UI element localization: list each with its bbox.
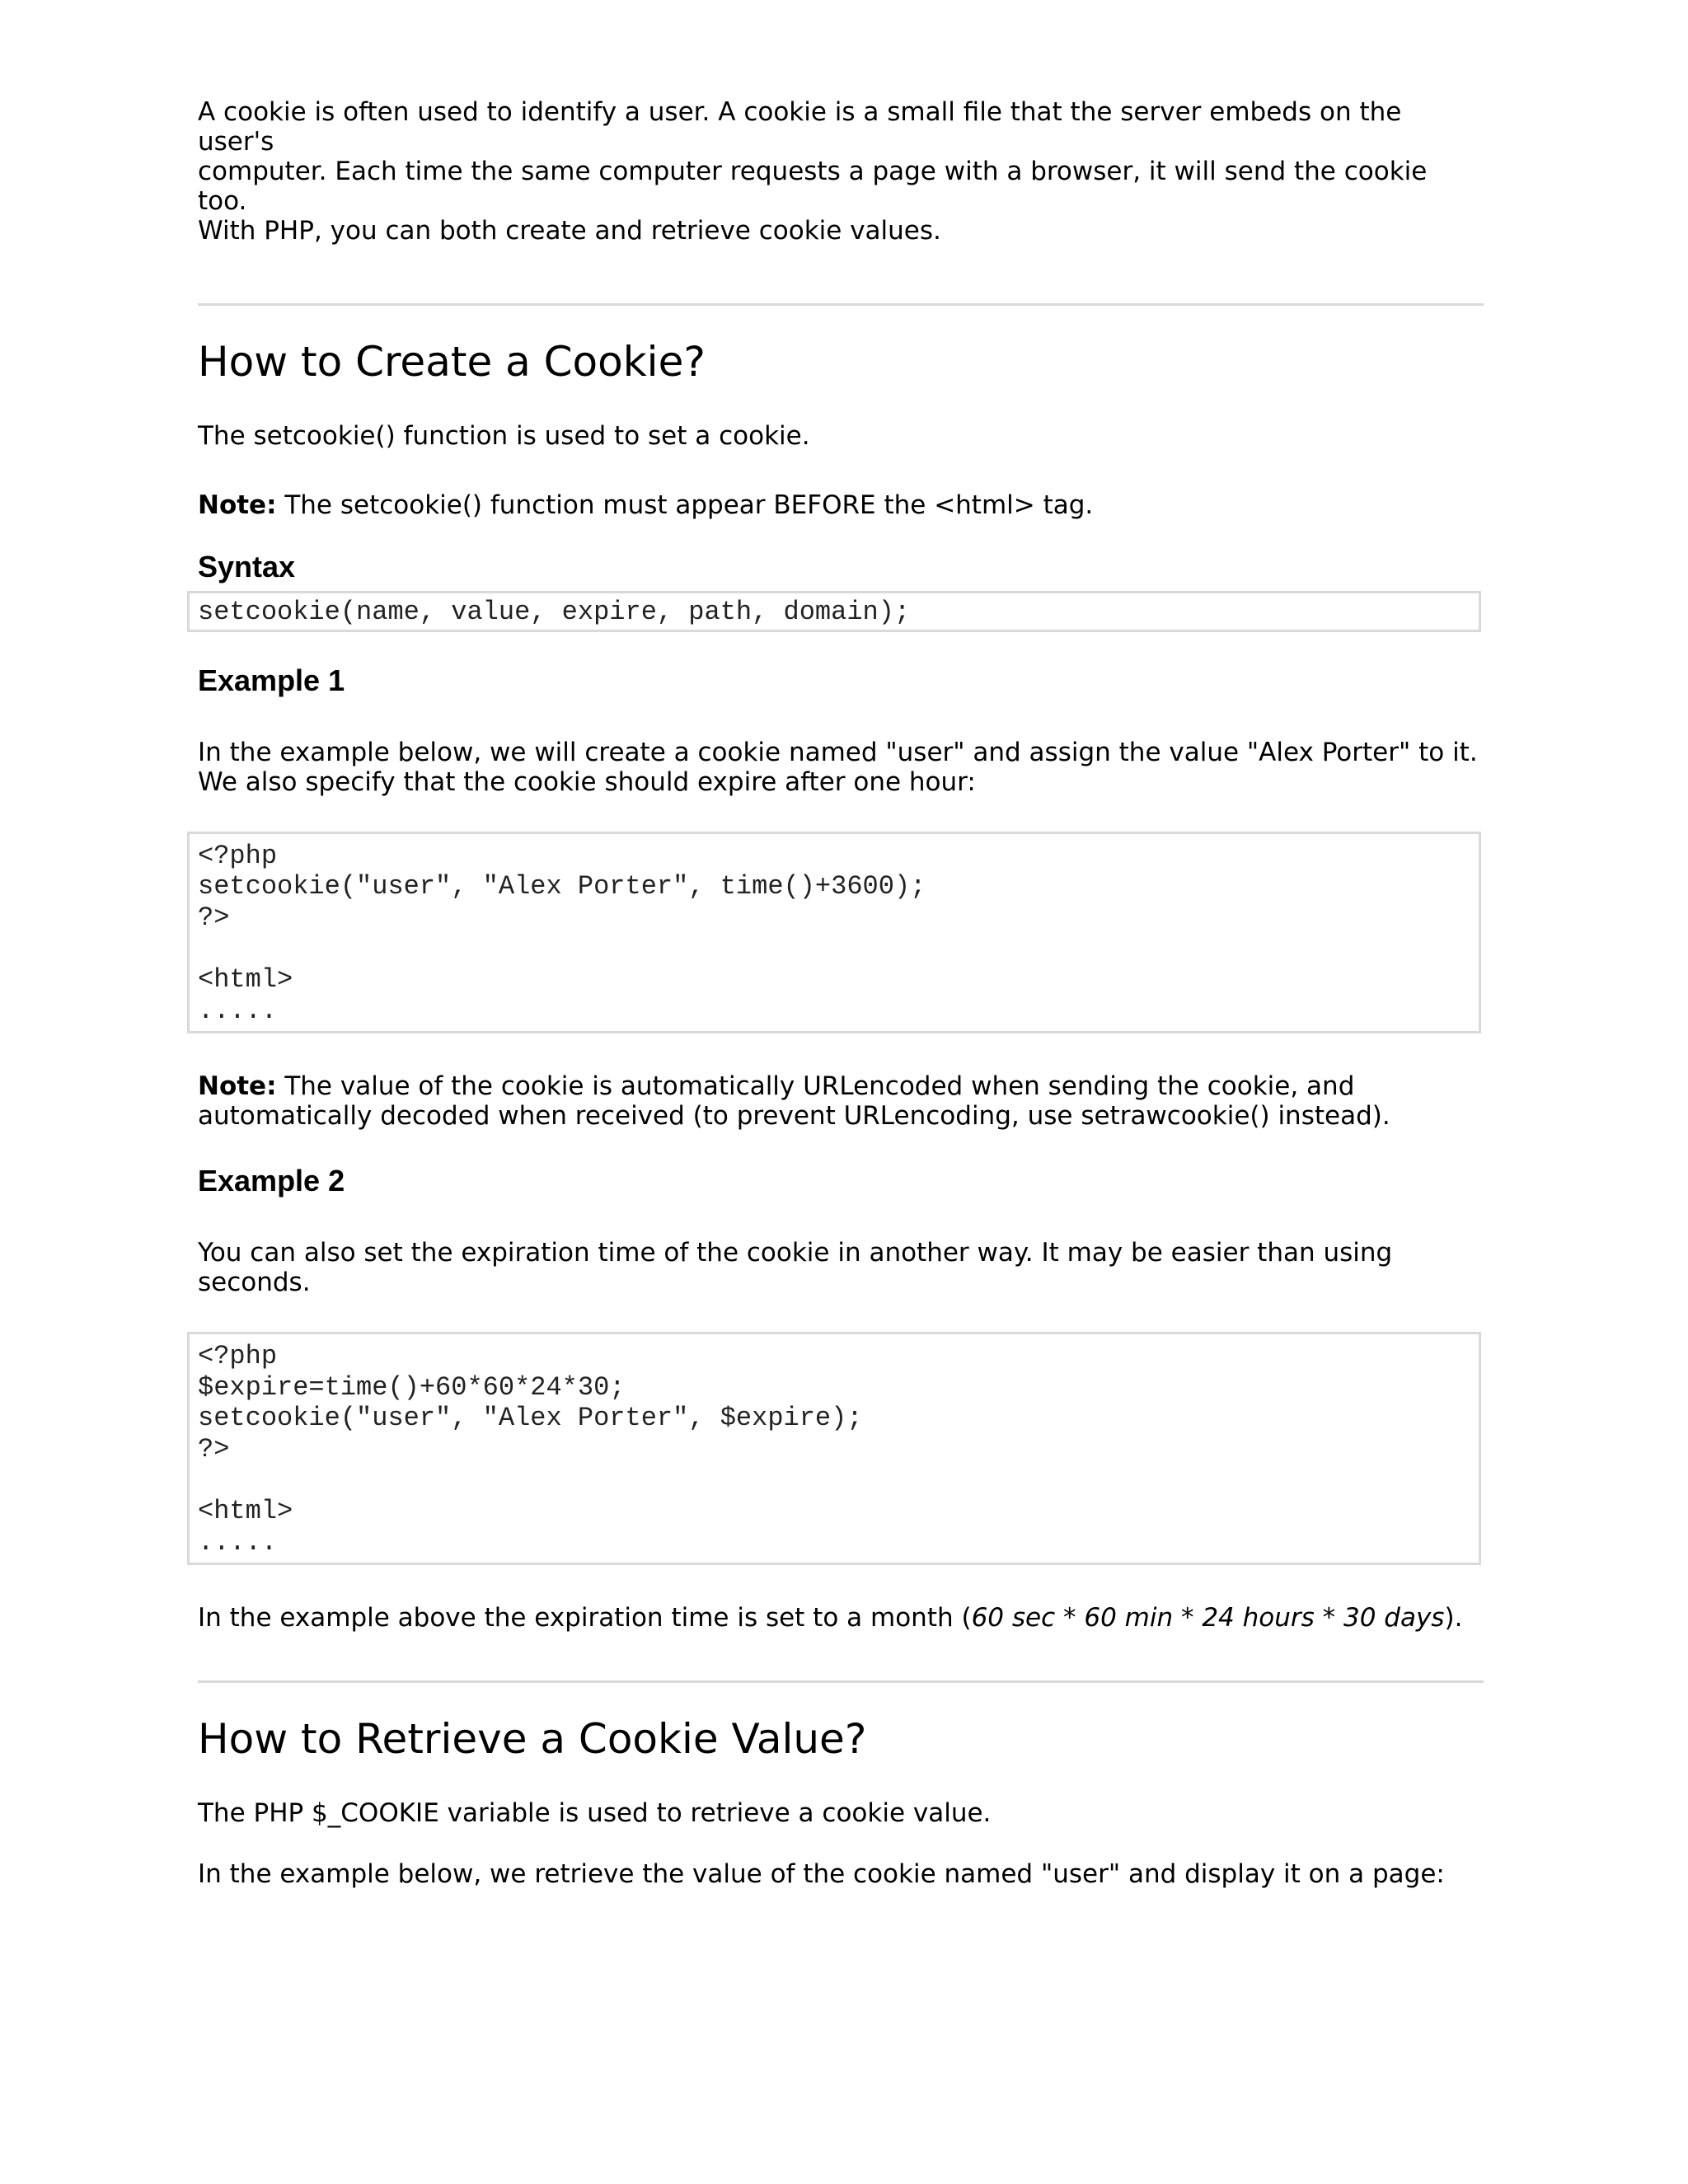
retrieve-description: The PHP $_COOKIE variable is used to retrieve a cookie value. xyxy=(198,1798,992,1829)
code-line: setcookie("user", "Alex Porter", time()+3600); xyxy=(198,871,926,902)
expiration-formula: 60 sec * 60 min * 24 hours * 30 days xyxy=(971,1603,1445,1633)
code-line: setcookie(name, value, expire, path, domain); xyxy=(198,597,911,627)
intro-line: computer. Each time the same computer requests a page with a browser, it will send the cookie too. xyxy=(198,157,1428,216)
example-1-heading: Example 1 xyxy=(198,663,345,697)
note-text: The value of the cookie is automatically URLencoded when sending the cookie, and xyxy=(276,1071,1355,1102)
code-line: ..... xyxy=(198,995,278,1026)
intro-line: With PHP, you can both create and retrieve cookie values. xyxy=(198,216,941,246)
example-2-desc-line: You can also set the expiration time of the cookie in another way. It may be easier than using xyxy=(198,1238,1393,1268)
example-2-heading: Example 2 xyxy=(198,1164,345,1198)
example-1-desc-line: We also specify that the cookie should expire after one hour: xyxy=(198,766,976,797)
example-2-code-block xyxy=(187,1332,1481,1565)
note-2-line: automatically decoded when received (to prevent URLencoding, use setrawcookie() instead). xyxy=(198,1101,1390,1132)
code-line: $expire=time()+60*60*24*30; xyxy=(198,1371,626,1403)
note-text: The setcookie() function must appear BEFORE the <html> tag. xyxy=(276,490,1094,520)
example-1-description xyxy=(198,738,1484,797)
retrieve-cookie-heading: How to Retrieve a Cookie Value? xyxy=(198,1715,867,1764)
note-2-line xyxy=(198,1071,1484,1101)
retrieve-example-intro: In the example below, we retrieve the value of the cookie named "user" and display it on a page: xyxy=(198,1859,1445,1890)
code-line: <?php xyxy=(198,1341,278,1372)
code-line xyxy=(198,1465,1470,1497)
code-line: <html> xyxy=(198,963,293,995)
note-paragraph xyxy=(198,490,1484,520)
section-divider xyxy=(198,303,1484,306)
example-2-description xyxy=(198,1238,1484,1297)
document-page xyxy=(198,97,1484,1889)
create-cookie-heading: How to Create a Cookie? xyxy=(198,338,706,386)
code-line: ?> xyxy=(198,1433,230,1465)
example-1-code-block xyxy=(187,832,1481,1034)
code-line: ?> xyxy=(198,902,230,933)
code-line xyxy=(198,933,1470,964)
note-label: Note: xyxy=(198,1071,277,1102)
example-2-desc-line: seconds. xyxy=(198,1268,311,1298)
intro-line: A cookie is often used to identify a user. A cookie is a small file that the server embeds on the user's xyxy=(198,97,1402,157)
intro-paragraph xyxy=(198,97,1484,246)
setcookie-description: The setcookie() function is used to set a cookie. xyxy=(198,421,810,451)
code-line: <?php xyxy=(198,840,278,871)
note-label: Note: xyxy=(198,490,277,520)
example-1-desc-line: In the example below, we will create a cookie named "user" and assign the value "Alex Porter" to it. xyxy=(198,737,1478,767)
section-divider xyxy=(198,1680,1484,1683)
expiration-text-end: ). xyxy=(1444,1603,1463,1633)
expiration-explanation xyxy=(198,1603,1484,1633)
code-line: ..... xyxy=(198,1526,278,1558)
syntax-code-block xyxy=(187,591,1481,632)
expiration-text: In the example above the expiration time is set to a month ( xyxy=(198,1603,972,1633)
code-line: <html> xyxy=(198,1496,293,1527)
note-2-paragraph xyxy=(198,1071,1484,1131)
code-line: setcookie("user", "Alex Porter", $expire); xyxy=(198,1403,863,1434)
syntax-heading: Syntax xyxy=(198,550,296,583)
